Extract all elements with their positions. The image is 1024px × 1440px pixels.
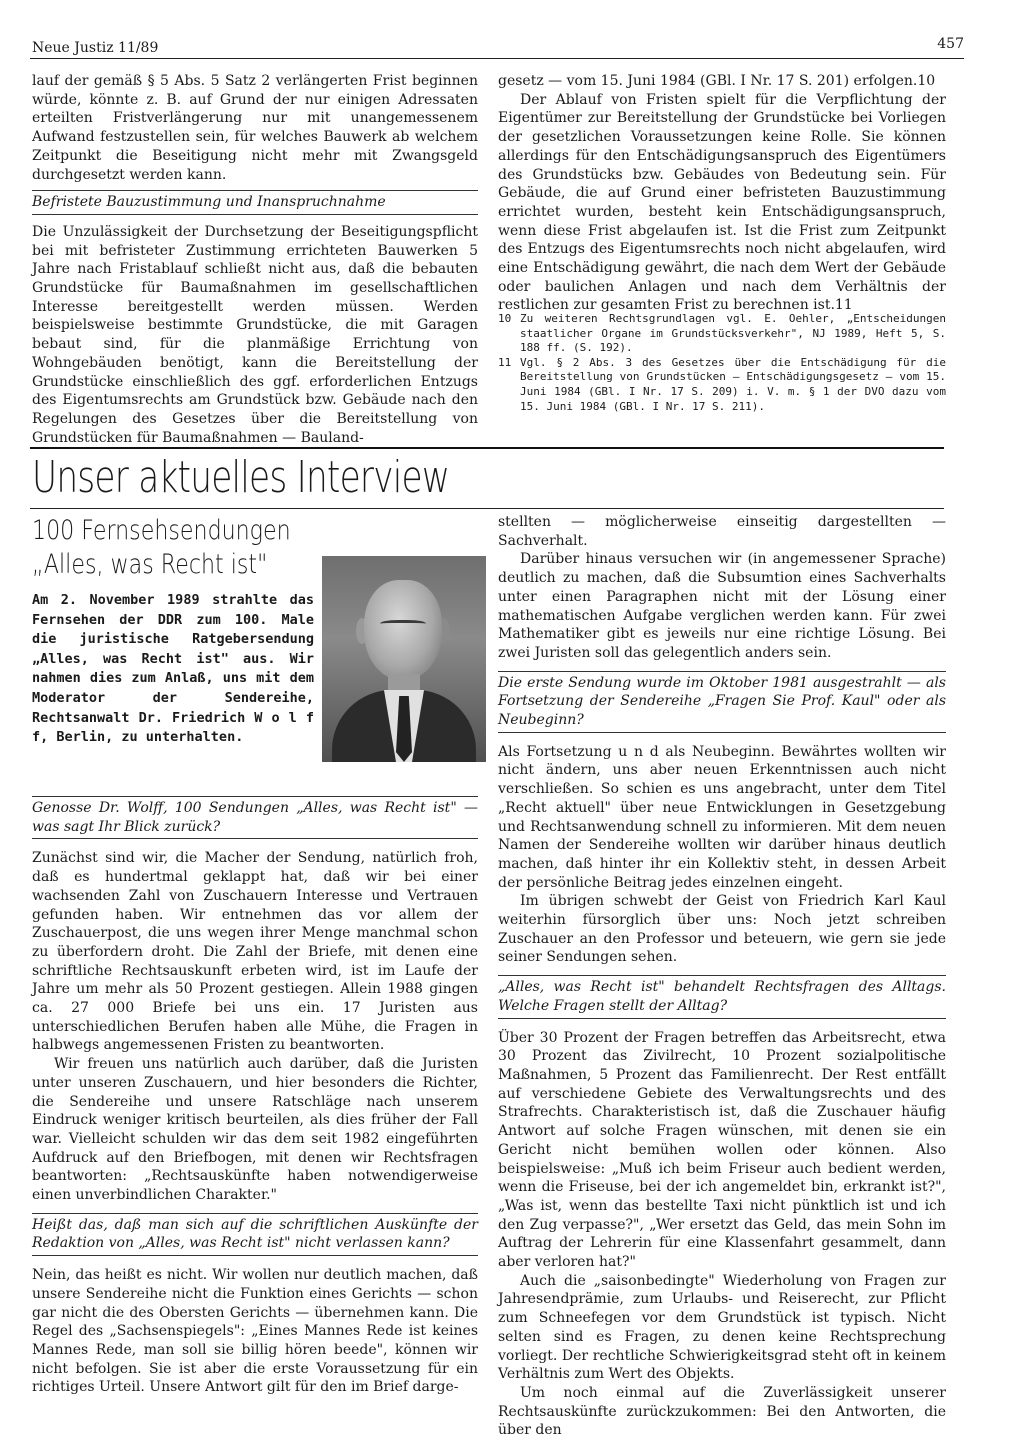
interview-question: Heißt das, daß man sich auf die schriftlichen Auskünfte der Redaktion von „Alles, was Recht ist" nicht verlassen kann? xyxy=(32,1213,478,1256)
interview-left-column xyxy=(32,788,478,1397)
interview-right-column xyxy=(498,513,946,1440)
paragraph: Der Ablauf von Fristen spielt für die Verpflichtung der Eigentümer zur Bereitstellung der Grundstücke bei Vorliegen der gesetzlichen Voraussetzungen keine Rolle. Sie können allerdings für den Entschädigungsanspruch des Eigentümers des Grundstücks bzw. Gebäudes von Bedeutung sein. Für Gebäude, die auf Grund einer befristeten Bauzustimmung errichtet wurden, besteht kein Entschädigungsanspruch, wenn diese Frist abgelaufen ist. Ist die Frist zum Zeitpunkt des Entzugs des Eigentumsrechts noch nicht abgelaufen, wird eine Entschädigung gewährt, die nach dem Wert der Gebäude oder baulichen Anlagen und nach dem Verhältnis der restlichen zur gesamten Frist zu berechnen ist.11 xyxy=(498,91,946,314)
footnotes xyxy=(498,312,946,414)
paragraph: Darüber hinaus versuchen wir (in angemessener Sprache) deutlich zu machen, daß die Subsumtion eines Sachverhalts unter einen Paragraphen nicht mit der Lösung einer mathematischen Aufgabe verglichen werden kann. Für zwei Mathematiker gibt es jeweils nur eine richtige Lösung. Bei zwei Juristen soll das gelegentlich anders sein. xyxy=(498,551,946,661)
interview-lead: Am 2. November 1989 strahlte das Fernsehen der DDR zum 100. Male die juristische Ratgebersendung „Alles, was Recht ist" aus. Wir nahmen dies zum Anlaß, uns mit dem Moderator der Sendereihe, Rechtsanwalt Dr. Friedrich W o l f f, Berlin, zu unterhalten. xyxy=(32,592,314,746)
footnote xyxy=(498,312,946,356)
interview-question: Genosse Dr. Wolff, 100 Sendungen „Alles, was Recht ist" — was sagt Ihr Blick zurück? xyxy=(32,796,478,839)
paragraph: Wir freuen uns natürlich auch darüber, daß die Juristen unter unseren Zuschauern, und hier besonders die Richter, die Sendereihe und unsere Ratschläge nach unserem Eindruck weniger kritisch beurteilen, als dies früher der Fall war. Vielleicht schulden wir das dem seit 1982 eingeführten Aufdruck auf den Briefbogen, mit denen wir Rechtsfragen beantworten: „Rechtsauskünfte haben notwendigerweise einen unverbindlichen Charakter." xyxy=(32,1056,478,1204)
portrait-photo xyxy=(322,556,486,762)
paragraph: Nein, das heißt es nicht. Wir wollen nur deutlich machen, daß unsere Sendereihe nicht die Funktion eines Gerichts — schon gar nicht die des Obersten Gerichts — übernehmen kann. Die Regel des „Sachsenspiegels": „Eines Mannes Rede ist keines Mannes Rede, man soll sie billig hören beede", können wir nicht befolgen. Sie ist aber die erste Voraussetzung für ein richtiges Urteil. Unsere Antwort gilt für den im Brief darge- xyxy=(32,1267,478,1396)
subheading: Befristete Bauzustimmung und Inanspruchnahme xyxy=(32,190,478,215)
paragraph: stellten — möglicherweise einseitig dargestellten — Sachverhalt. xyxy=(498,514,946,549)
paragraph: Im übrigen schwebt der Geist von Friedrich Karl Kaul weiterhin fürsorglich über uns: Noch jetzt schreiben Zuschauer an den Professor und beteuern, wie gern sie jede seiner Sendungen sehen. xyxy=(498,893,946,966)
interview-title xyxy=(32,514,291,582)
footnote xyxy=(498,356,946,414)
paragraph: lauf der gemäß § 5 Abs. 5 Satz 2 verlängerten Frist beginnen würde, könnte z. B. auf Grund der nur einigen Adressaten erteilten Fristverlängerung nur mit unangemessenem Aufwand festzustellen sein, für welches Bauwerk ab welchem Zeitpunkt die Beseitigung nicht mehr mit Zwangsgeld durchgesetzt werden kann. xyxy=(32,73,478,183)
interview-title-line: 100 Fernsehsendungen xyxy=(32,515,291,546)
interview-question: Die erste Sendung wurde im Oktober 1981 ausgestrahlt — als Fortsetzung der Sendereihe „Fragen Sie Prof. Kaul" oder als Neubeginn? xyxy=(498,671,946,733)
paragraph: Die Unzulässigkeit der Durchsetzung der Beseitigungspflicht bei mit befristeter Zustimmung errichteten Bauwerken 5 Jahre nach Fristablauf schließt nicht aus, daß die bebauten Grundstücke für Baumaßnahmen im gesellschaftlichen Interesse bereitgestellt werden müssen. Werden beispielsweise bestimmte Grundstücke, die mit Garagen bebaut sind, für die planmäßige Errichtung von Wohngebäuden benötigt, kann die Bereitstellung der Grundstücke einschließlich des ggf. erforderlichen Entzugs des Eigentumsrechts am Grundstück bzw. Gebäude nach den Regelungen des Gesetzes über die Bereitstellung von Grundstücken für Baumaßnahmen — Bauland- xyxy=(32,223,478,446)
section-rule xyxy=(30,447,944,449)
paragraph: Als Fortsetzung u n d als Neubeginn. Bewährtes wollten wir nicht ändern, uns aber neuen Erkenntnissen auch nicht verschließen. So schien es uns angebracht, unter dem Titel „Recht aktuell" über neue Entwicklungen in Gesetzgebung und Rechtsanwendung schnell zu informieren. Mit dem neuen Namen der Sendereihe wollten wir darüber hinaus deutlich machen, daß hinter ihr ein Kollektiv steht, in dessen Arbeit der persönliche Beitrag jedes einzelnen eingeht. xyxy=(498,743,946,891)
interview-title-line: „Alles, was Recht ist" xyxy=(32,549,268,580)
paragraph: Auch die „saisonbedingte" Wiederholung von Fragen zur Jahresendprämie, zum Urlaubs- und Reiserecht, zur Pflicht zum Schneefegen vor dem Grundstück ist typisch. Nicht selten sind es Fragen, zu denen keine Rechtsprechung vorliegt. Der rechtliche Schwierigkeitsgrad steht oft in keinem Verhältnis zum Wert des Objekts. xyxy=(498,1272,946,1383)
top-right-column xyxy=(498,72,946,315)
paragraph: gesetz — vom 15. Juni 1984 (GBl. I Nr. 17 S. 201) erfolgen.10 xyxy=(498,73,936,89)
paragraph: Über 30 Prozent der Fragen betreffen das Arbeitsrecht, etwa 30 Prozent das Zivilrecht, 10 Prozent sozialpolitische Maßnahmen, 5 Prozent das Familienrecht. Der Rest entfällt auf verschiedene Gebiete des Verwaltungsrechts und des Strafrechts. Charakteristisch ist, daß die Zuschauer häufig Antwort auf solche Fragen wünschen, mit denen sie ein Gericht nicht bemühen wollen oder können. Also beispielsweise: „Muß ich beim Friseur auch bedient werden, wenn die Friseuse, bei der ich angemeldet bin, erkrankt ist?", „Was ist, wenn das bestellte Taxi nicht pünktlich ist und ich den Zug verpasse?", „Wer ersetzt das Geld, das mein Sohn im Auftrag der Lehrerin für eine Klassenfahrt gesammelt, dann aber verloren hat?" xyxy=(498,1029,946,1271)
footnote-text: Zu weiteren Rechtsgrundlagen vgl. E. Oehler, „Entscheidungen staatlicher Organe im Grundstücksverkehr", NJ 1989, Heft 5, S. 188 ff. (S. 192). xyxy=(520,312,946,355)
top-left-column xyxy=(32,72,478,447)
section-heading: Unser aktuelles Interview xyxy=(32,452,450,503)
footnote-text: Vgl. § 2 Abs. 3 des Gesetzes über die Entschädigung für die Bereitstellung von Grundstücken — Entschädigungsgesetz — vom 15. Juni 1984 (GBl. I Nr. 17 S. 209) i. V. m. § 1 der DVO dazu vom 15. Juni 1984 (GBl. I Nr. 17 S. 211). xyxy=(520,355,946,413)
section-subrule xyxy=(30,508,944,509)
paragraph: Um noch einmal auf die Zuverlässigkeit unserer Rechtsauskünfte zurückzukommen: Bei den Antworten, die über den xyxy=(498,1384,946,1439)
footnote-number: 10 xyxy=(498,312,512,325)
footnote-number: 11 xyxy=(498,355,512,369)
page-number: 457 xyxy=(937,36,964,52)
header-rule xyxy=(30,58,964,59)
running-header: Neue Justiz 11/89 xyxy=(32,40,159,56)
interview-question: „Alles, was Recht ist" behandelt Rechtsfragen des Alltags. Welche Fragen stellt der Alltag? xyxy=(498,975,946,1018)
paragraph: Zunächst sind wir, die Macher der Sendung, natürlich froh, daß es hundertmal geklappt hat, daß wir bei einer wachsenden Zahl von Zuschauern Interesse und Vertrauen gefunden haben. Wir entnehmen das vor allem der Zuschauerpost, die uns wegen ihrer Menge manchmal schon zu überfordern droht. Die Zahl der Briefe, mit denen eine schriftliche Rechtsauskunft erbeten wird, ist im Laufe der Jahre um mehr als 50 Prozent gestiegen. Allein 1988 gingen ca. 27 000 Briefe bei uns ein. 17 Juristen aus unterschiedlichen Berufen haben alle Mühe, die Fragen in halbwegs angemessenen Fristen zu beantworten. xyxy=(32,850,478,1054)
